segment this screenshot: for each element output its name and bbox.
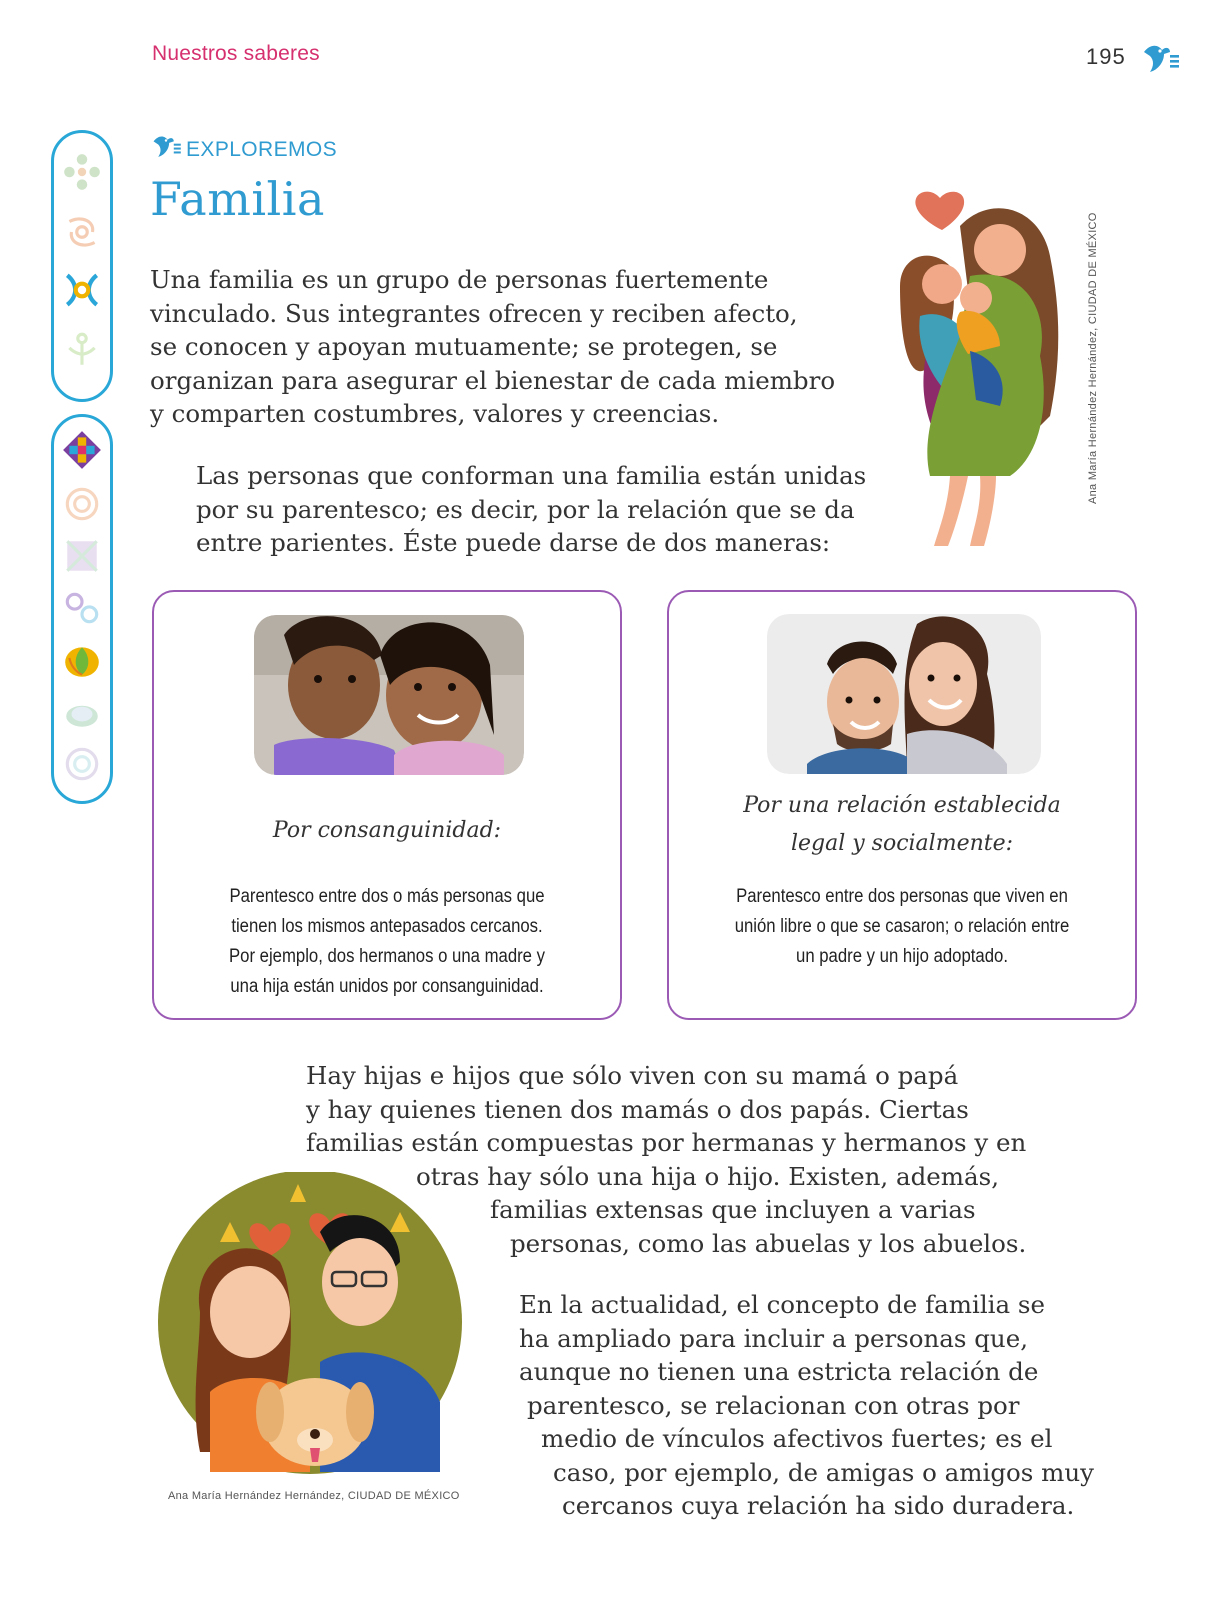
page-title: Familia — [150, 172, 325, 226]
link-circles-icon — [61, 587, 103, 629]
intro-paragraph: Una familia es un grupo de personas fuertemente vinculado. Sus integrantes ofrecen y reciben afecto, se conocen y apoyan mutuamente; se protegen, se organizan para asegurar el bienestar de cada miembro y comparten costumbres, valores y creencias. — [150, 265, 836, 428]
illustration-credit: Ana María Hernández Hernández, CIUDAD DE MÉXICO — [168, 1490, 460, 1502]
page-number: 195 — [1086, 44, 1126, 69]
extended-concept-paragraph: En la actualidad, el concepto de familia se ha ampliado para incluir a personas que, aunque no tienen una estricta relación de parentesco, se relacionan con otras por medio de vínculos afectivos fuertes; es el caso, por ejemplo, de amigas o amigos muy cercanos cuya relación ha sido duradera. — [519, 1290, 1094, 1520]
square-pattern-icon — [61, 535, 103, 577]
box-heading: Por consanguinidad: — [272, 818, 502, 843]
section-label: EXPLOREMOS — [186, 138, 338, 161]
legal-relationship-box — [667, 590, 1137, 1020]
spiral-icon — [61, 483, 103, 525]
box-heading: Por una relación establecida legal y socialmente: — [743, 793, 1061, 856]
lotus-icon — [61, 639, 103, 681]
diamond-cross-icon — [61, 429, 103, 471]
couple-photo — [767, 614, 1041, 774]
illustration-credit: Ana María Hernández Hernández, CIUDAD DE MÉXICO — [1087, 212, 1099, 504]
family-types-paragraph: Hay hijas e hijos que sólo viven con su mamá o papá y hay quienes tienen dos mamás o dos papás. Ciertas familias están compuestas por hermanas y hermanos y en otras hay sólo una hija o hijo. Existen, además, familias extensas que incluyen a varias personas, como las abuelas y los abuelos. — [306, 1061, 1027, 1258]
flower-icon — [61, 151, 103, 193]
turtle-icon — [61, 691, 103, 733]
box-description: Parentesco entre dos personas que viven en unión libre o que se casaron; o relación entre un padre y un hijo adoptado. — [734, 886, 1070, 967]
bird-logo-icon — [1140, 40, 1180, 76]
swirl-icon — [61, 211, 103, 253]
person-leaf-icon — [61, 329, 103, 371]
campo-formativo-rail — [51, 130, 113, 402]
circle-cycle-icon — [61, 743, 103, 785]
section-name: Nuestros saberes — [152, 42, 320, 65]
family-illustration — [890, 186, 1080, 554]
siblings-photo — [254, 615, 524, 775]
kinship-paragraph: Las personas que conforman una familia están unidas por su parentesco; es decir, por la relación que se da entre parientes. Éste puede darse de dos maneras: — [196, 461, 867, 557]
ejes-rail — [51, 414, 113, 804]
couple-dog-illustration — [150, 1172, 480, 1482]
box-description: Parentesco entre dos o más personas que tienen los mismos antepasados cercanos. Por ejemplo, dos hermanos o una madre y una hija están unidos por consanguinidad. — [228, 886, 546, 997]
consanguinity-box — [152, 590, 622, 1020]
bird-logo-icon — [150, 132, 182, 160]
people-link-icon — [61, 269, 103, 311]
